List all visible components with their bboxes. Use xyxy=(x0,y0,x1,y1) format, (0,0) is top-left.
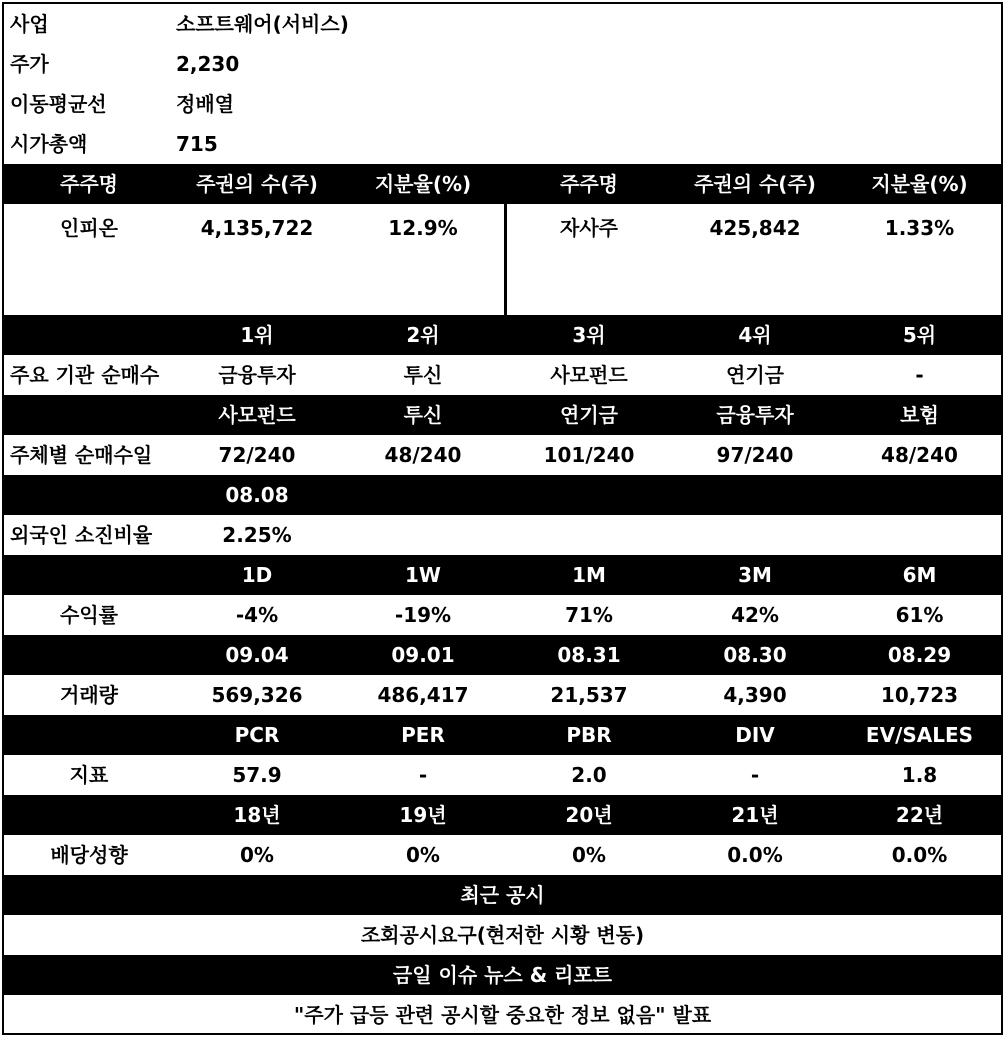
row-label: 주요 기관 순매수 xyxy=(10,363,160,387)
news-row xyxy=(4,995,1001,1035)
volume-date: 08.31 xyxy=(557,643,621,667)
foreign-ratio: 2.25% xyxy=(222,523,292,547)
info-row-price xyxy=(4,44,1001,84)
info-row-moving-average xyxy=(4,84,1001,124)
foreign-exhaustion-row xyxy=(4,515,1001,555)
disclosure-text: 조회공시요구(현저한 시황 변동) xyxy=(360,923,645,947)
institution-net-buy-row xyxy=(4,355,1001,395)
indicator-name: EV/SALES xyxy=(865,723,974,747)
year-label: 18년 xyxy=(233,803,281,827)
volume-date: 08.29 xyxy=(887,643,952,667)
indicator-header-row xyxy=(4,715,1001,755)
volume-value: 21,537 xyxy=(550,683,628,707)
holder-stake: 1.33% xyxy=(884,216,955,240)
dividend-payout-row xyxy=(4,835,1001,875)
holder-name: 인피온 xyxy=(60,216,118,240)
indicator-name: DIV xyxy=(735,723,775,747)
volume-date: 09.04 xyxy=(225,643,289,667)
row-label: 외국인 소진비율 xyxy=(10,523,153,547)
info-key: 시가총액 xyxy=(10,132,88,156)
info-key: 주가 xyxy=(10,52,49,76)
return-value: 42% xyxy=(731,603,779,627)
period-label: 1D xyxy=(241,563,273,587)
indicator-name: PER xyxy=(401,723,445,747)
holder-name: 자사주 xyxy=(560,216,618,240)
header-holder-name: 주주명 xyxy=(60,172,118,196)
indicator-value: 1.8 xyxy=(901,763,938,787)
payout-value: 0% xyxy=(572,843,606,867)
indicator-name: PCR xyxy=(234,723,280,747)
row-label: 수익률 xyxy=(60,603,118,627)
stock-summary-sheet xyxy=(2,2,1003,1035)
rank-label: 4위 xyxy=(738,323,772,347)
row-label: 거래량 xyxy=(60,683,118,707)
info-row-business xyxy=(4,4,1001,44)
indicator-value: 57.9 xyxy=(232,763,282,787)
info-value: 2,230 xyxy=(176,52,240,76)
disclosure-title: 최근 공시 xyxy=(460,883,545,907)
row-label: 주체별 순매수일 xyxy=(10,443,153,467)
foreign-date-row xyxy=(4,475,1001,515)
indicators-row xyxy=(4,755,1001,795)
return-value: -19% xyxy=(394,603,452,627)
return-value: -4% xyxy=(235,603,279,627)
net-buy-days: 72/240 xyxy=(218,443,296,467)
volume-value: 569,326 xyxy=(211,683,303,707)
info-value: 715 xyxy=(176,132,218,156)
returns-row xyxy=(4,595,1001,635)
institution-name: 금융투자 xyxy=(218,363,296,387)
rank-label: 3위 xyxy=(572,323,606,347)
news-title: 금일 이슈 뉴스 & 리포트 xyxy=(392,963,613,987)
news-text: "주가 급등 관련 공시할 중요한 정보 없음" 발표 xyxy=(293,1003,712,1027)
entity-net-buy-days-row xyxy=(4,435,1001,475)
indicator-name: PBR xyxy=(566,723,612,747)
net-buy-days: 48/240 xyxy=(384,443,462,467)
indicator-value: - xyxy=(750,763,760,787)
indicator-value: - xyxy=(418,763,428,787)
payout-value: 0% xyxy=(406,843,440,867)
info-value: 정배열 xyxy=(176,92,234,116)
payout-value: 0.0% xyxy=(891,843,948,867)
rank-label: 1위 xyxy=(240,323,274,347)
indicator-value: 2.0 xyxy=(571,763,607,787)
volume-row xyxy=(4,675,1001,715)
period-label: 1W xyxy=(405,563,441,587)
holder-shares: 425,842 xyxy=(709,216,801,240)
rank-label: 2위 xyxy=(406,323,440,347)
foreign-date: 08.08 xyxy=(225,483,289,507)
dividend-year-header-row xyxy=(4,795,1001,835)
period-label: 3M xyxy=(738,563,772,587)
info-value: 소프트웨어(서비스) xyxy=(176,12,349,36)
volume-date-header-row xyxy=(4,635,1001,675)
year-label: 21년 xyxy=(731,803,779,827)
net-buy-days: 97/240 xyxy=(716,443,794,467)
shareholder-header-row xyxy=(4,164,1001,204)
institution-name: 연기금 xyxy=(726,363,784,387)
institution-name: - xyxy=(915,363,924,387)
return-period-header-row xyxy=(4,555,1001,595)
year-label: 19년 xyxy=(399,803,447,827)
header-holder-name: 주주명 xyxy=(560,172,618,196)
volume-value: 4,390 xyxy=(723,683,787,707)
entity-name: 금융투자 xyxy=(716,403,794,427)
entity-name: 사모펀드 xyxy=(218,403,296,427)
entity-name: 보험 xyxy=(900,403,939,427)
news-title-row xyxy=(4,955,1001,995)
info-key: 이동평균선 xyxy=(10,92,107,116)
payout-value: 0.0% xyxy=(727,843,783,867)
payout-value: 0% xyxy=(240,843,274,867)
rank-label: 5위 xyxy=(902,323,937,347)
row-label: 배당성향 xyxy=(50,843,128,867)
shareholder-table xyxy=(4,204,1001,315)
holder-shares: 4,135,722 xyxy=(200,216,314,240)
volume-date: 08.30 xyxy=(723,643,787,667)
holder-stake: 12.9% xyxy=(388,216,458,240)
rank-header-row xyxy=(4,315,1001,355)
entity-name: 투신 xyxy=(403,403,443,427)
year-label: 20년 xyxy=(565,803,613,827)
net-buy-days: 48/240 xyxy=(881,443,958,467)
period-label: 6M xyxy=(902,563,937,587)
institution-name: 투신 xyxy=(403,363,443,387)
entity-name: 연기금 xyxy=(560,403,618,427)
entity-header-row xyxy=(4,395,1001,435)
return-value: 71% xyxy=(565,603,613,627)
period-label: 1M xyxy=(572,563,606,587)
volume-value: 10,723 xyxy=(880,683,959,707)
volume-date: 09.01 xyxy=(391,643,455,667)
header-stake: 지분율(%) xyxy=(871,172,968,196)
net-buy-days: 101/240 xyxy=(543,443,635,467)
header-stake: 지분율(%) xyxy=(374,172,472,196)
return-value: 61% xyxy=(895,603,944,627)
info-key: 사업 xyxy=(10,12,49,36)
disclosure-row xyxy=(4,915,1001,955)
header-shares: 주권의 수(주) xyxy=(196,172,318,196)
header-shares: 주권의 수(주) xyxy=(694,172,816,196)
disclosure-title-row xyxy=(4,875,1001,915)
institution-name: 사모펀드 xyxy=(550,363,628,387)
volume-value: 486,417 xyxy=(377,683,469,707)
info-row-market-cap xyxy=(4,124,1001,164)
row-label: 지표 xyxy=(69,763,109,787)
year-label: 22년 xyxy=(895,803,944,827)
